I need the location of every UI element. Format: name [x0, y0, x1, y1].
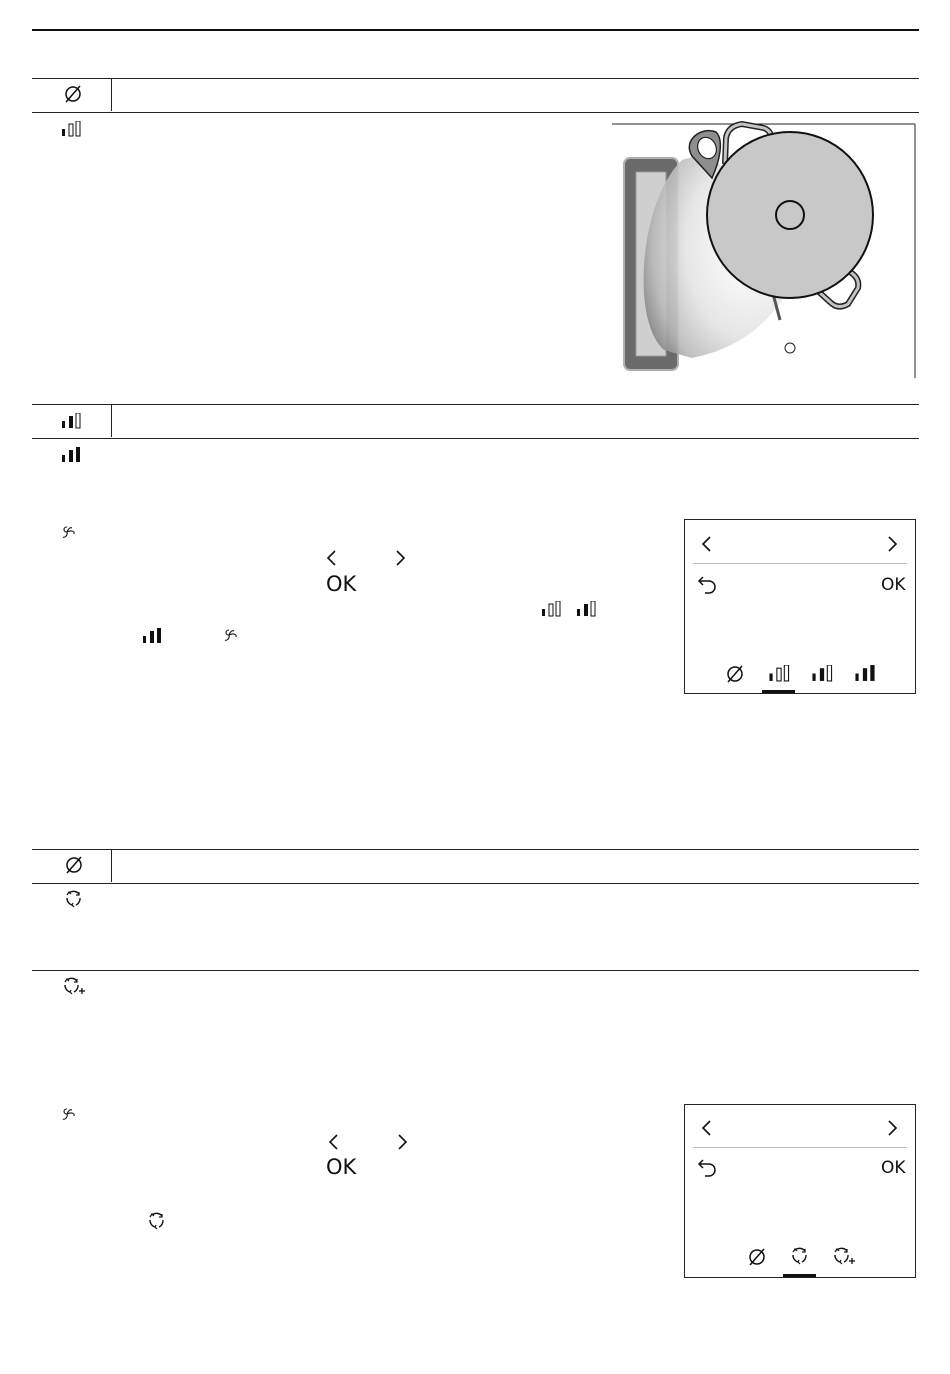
- panel-divider: [693, 563, 907, 564]
- signal-level-3-icon: [140, 628, 164, 644]
- table-row-divider: [32, 970, 919, 971]
- table-row-divider: [32, 404, 919, 405]
- hob-steam-illustration: [612, 120, 917, 380]
- off-icon: [63, 84, 83, 104]
- ok-button[interactable]: OK: [881, 1158, 906, 1178]
- control-display-panel: [684, 519, 916, 694]
- option-level-1[interactable]: [767, 665, 791, 682]
- selection-indicator: [783, 1274, 816, 1277]
- chevron-left-icon[interactable]: [701, 1119, 713, 1137]
- back-arrow-icon[interactable]: [696, 576, 716, 596]
- option-recirculation[interactable]: [790, 1246, 810, 1266]
- recirculation-icon: [64, 889, 84, 909]
- option-level-2[interactable]: [810, 665, 834, 682]
- recirculation-plus-icon: [62, 976, 87, 996]
- signal-level-1-icon: [59, 121, 83, 137]
- panel-divider: [693, 1147, 907, 1148]
- ok-label: OK: [326, 1155, 357, 1179]
- header-rule: [32, 29, 919, 31]
- off-icon: [64, 855, 84, 875]
- option-off[interactable]: [747, 1247, 767, 1267]
- fan-icon: [221, 627, 241, 643]
- control-display-panel: [684, 1104, 916, 1278]
- option-level-3[interactable]: [853, 665, 877, 682]
- signal-level-3-icon: [59, 447, 83, 463]
- ok-label: OK: [326, 572, 357, 596]
- table-column-divider: [111, 849, 112, 882]
- chevron-right-icon: [397, 1133, 409, 1151]
- recirculation-icon: [147, 1211, 167, 1231]
- chevron-right-icon: [395, 549, 407, 567]
- chevron-left-icon: [326, 549, 338, 567]
- signal-level-2-icon: [59, 413, 83, 429]
- chevron-left-icon: [328, 1133, 340, 1151]
- ok-button[interactable]: OK: [881, 575, 906, 595]
- fan-icon: [61, 1106, 77, 1122]
- fan-icon: [61, 524, 77, 540]
- table-row-divider: [32, 849, 919, 850]
- table-column-divider: [111, 404, 112, 437]
- chevron-right-icon[interactable]: [887, 535, 899, 553]
- table-row-divider: [32, 78, 919, 79]
- option-off[interactable]: [725, 664, 745, 684]
- option-recirculation-plus[interactable]: [832, 1246, 857, 1266]
- table-row-divider: [32, 438, 919, 439]
- chevron-left-icon[interactable]: [701, 535, 713, 553]
- table-row-divider: [32, 883, 919, 884]
- signal-level-1-icon: [540, 601, 562, 617]
- table-column-divider: [111, 78, 112, 111]
- table-row-divider: [32, 112, 919, 113]
- signal-level-2-icon: [575, 601, 597, 617]
- selection-indicator: [762, 690, 795, 693]
- back-arrow-icon[interactable]: [696, 1159, 716, 1179]
- chevron-right-icon[interactable]: [887, 1119, 899, 1137]
